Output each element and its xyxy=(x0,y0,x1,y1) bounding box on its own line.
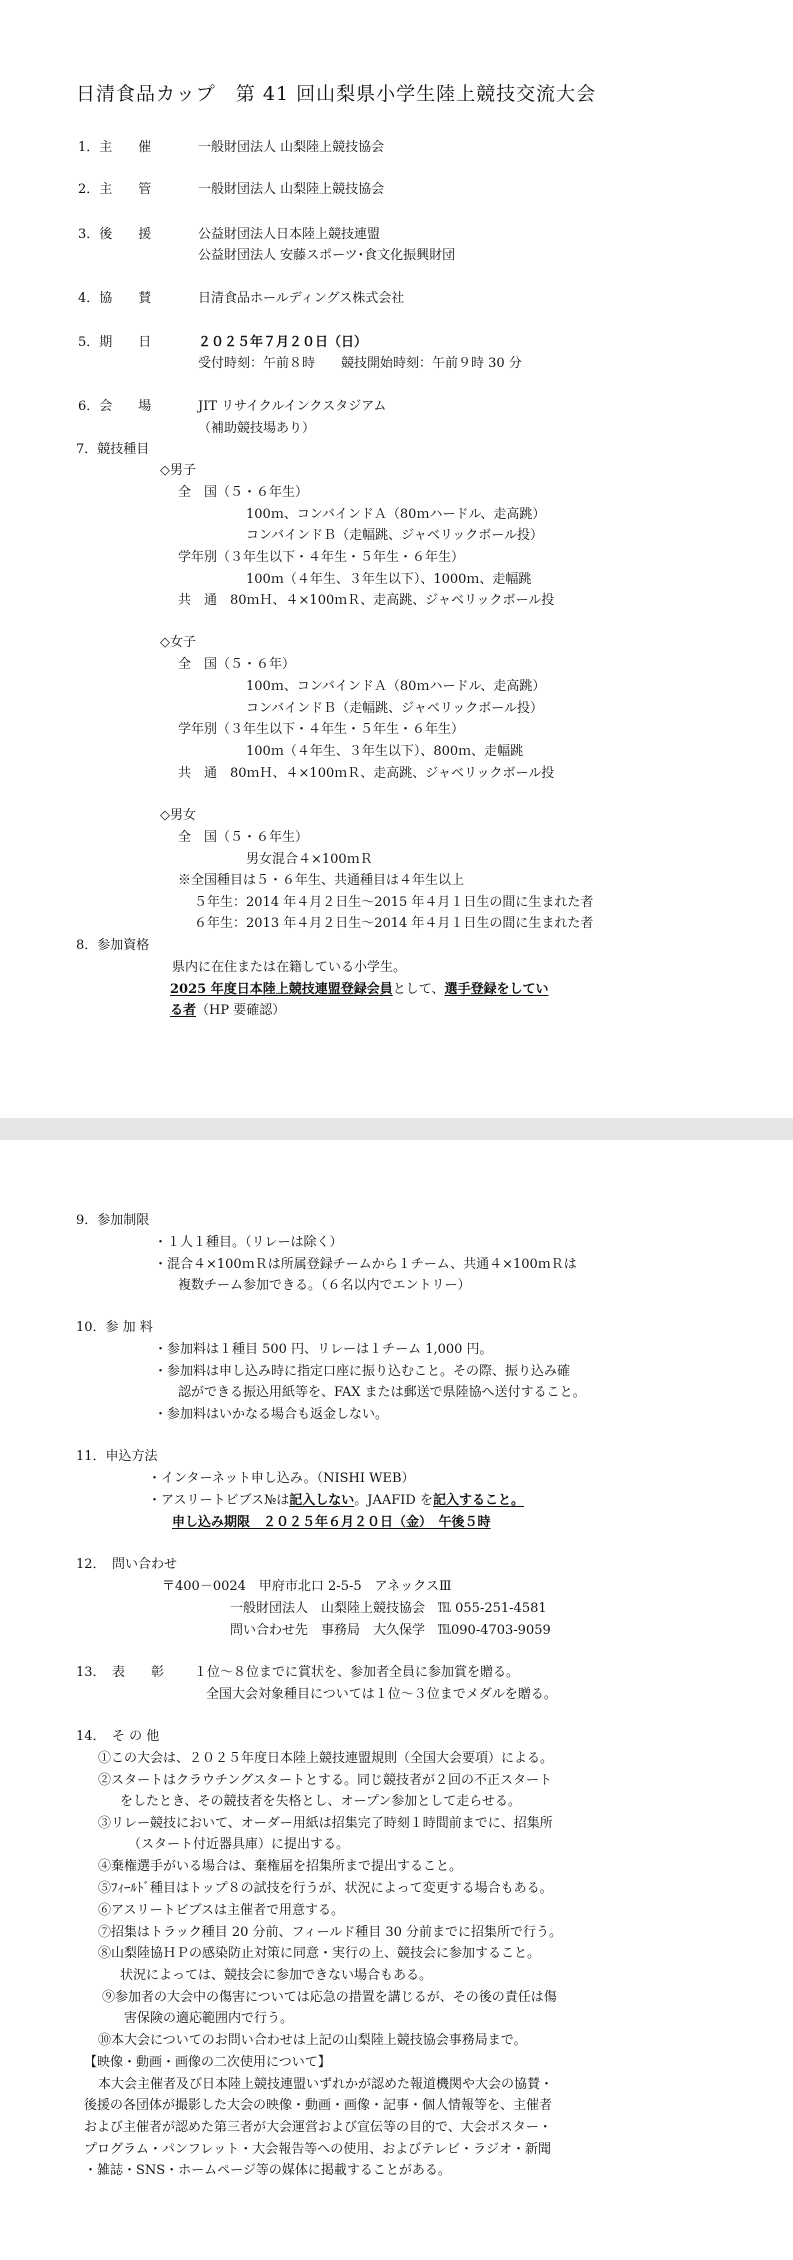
media-heading: 【映像・動画・画像の二次使用について】 xyxy=(84,2055,331,2070)
girls-heading: ◇女子 xyxy=(160,635,196,650)
organization-phone: 一般財団法人 山梨陸上競技協会 ℡ 055-251-4581 xyxy=(230,1601,547,1616)
event-times: 受付時刻：午前８時 競技開始時刻：午前９時 30 分 xyxy=(198,356,522,371)
other-item: ⑩本大会についてのお問い合わせは上記の山梨陸上競技協会事務局まで。 xyxy=(98,2033,527,2048)
section-label: 6．会 場 xyxy=(78,399,152,414)
boys-common: 共 通 80ｍＨ、４×100ｍＲ、走高跳、ジャベリックボール投 xyxy=(178,593,555,608)
application-method: ・インターネット申し込み。（NISHI WEB） xyxy=(148,1471,415,1486)
girls-national-events: コンバインドＢ（走幅跳、ジャベリックボール投） xyxy=(246,701,544,716)
registration-requirement: 2025 年度日本陸上競技連盟登録会員 xyxy=(170,982,393,997)
boys-national-events: 100ｍ、コンバインドＡ（80ｍハードル、走高跳） xyxy=(246,507,546,522)
fee-item: 認ができる振込用紙等を、FAX または郵送で県陸協へ送付すること。 xyxy=(178,1385,586,1400)
supporter: 公益財団法人 安藤スポーツ･食文化振興財団 xyxy=(198,248,456,263)
limit-item: ・混合４×100ｍＲは所属登録チームから１チーム、共通４×100ｍＲは xyxy=(154,1257,577,1272)
girls-national: 全 国（５・６年） xyxy=(178,657,296,672)
media-line: 本大会主催者及び日本陸上競技連盟いずれかが認めた報道機関や大会の協賛・ xyxy=(98,2077,554,2092)
fee-item: ・参加料は申し込み時に指定口座に振り込むこと。その際、振り込み確 xyxy=(154,1364,571,1379)
other-item: ⑦招集はトラック種目 20 分前、フィールド種目 30 分前までに招集所で行う。 xyxy=(98,1925,563,1940)
page-gap xyxy=(0,1118,793,1140)
section-label: 9．参加制限 xyxy=(76,1213,150,1228)
section-label: 4．協 賛 xyxy=(78,291,152,306)
section-label: 12． 問い合わせ xyxy=(76,1557,178,1572)
bib-instruction xyxy=(148,1492,524,1509)
manager: 一般財団法人 山梨陸上競技協会 xyxy=(198,182,385,197)
page-2 xyxy=(0,1140,793,2260)
media-line: ・雑誌・SNS・ホームページ等の媒体に掲載することがある。 xyxy=(84,2163,451,2178)
page-title: 日清食品カップ 第 41 回山梨県小学生陸上競技交流大会 xyxy=(76,83,597,105)
bib-text: ・アスリートビブス№は xyxy=(148,1493,290,1508)
other-item: 害保険の適応範囲内で行う。 xyxy=(124,2011,294,2026)
girls-grade: 学年別（３年生以下・４年生・５年生・６年生） xyxy=(178,722,465,737)
other-item: ④棄権選手がいる場合は、棄権届を招集所まで提出すること。 xyxy=(98,1859,463,1874)
qualification-registration-cont xyxy=(170,1002,285,1019)
section-label: 2．主 管 xyxy=(78,182,152,197)
girls-grade-events: 100ｍ（４年生、３年生以下）、800ｍ、走幅跳 xyxy=(246,744,524,759)
hp-note: （HP 要確認） xyxy=(196,1003,286,1018)
athlete-registration: 選手登録をしてい xyxy=(444,982,549,997)
connector-text: として、 xyxy=(392,982,445,997)
qualification: 県内に在住または在籍している小学生。 xyxy=(172,960,407,975)
grade5-note: ５年生：2014 年４月２日生～2015 年４月１日生の間に生まれた者 xyxy=(194,895,594,910)
mixed-national: 全 国（５・６年生） xyxy=(178,830,309,845)
supporter: 公益財団法人日本陸上競技連盟 xyxy=(198,227,381,242)
limit-item: ・１人１種目。（リレーは除く） xyxy=(154,1235,343,1250)
other-item: 状況によっては、競技会に参加できない場合もある。 xyxy=(120,1968,433,1983)
venue-note: （補助競技場あり） xyxy=(198,421,316,436)
venue: JIT リサイクルインクスタジアム xyxy=(198,399,387,414)
organizer: 一般財団法人 山梨陸上競技協会 xyxy=(198,140,385,155)
award-line: １位～８位までに賞状を、参加者全員に参加賞を贈る。 xyxy=(194,1665,520,1680)
other-item: ⑧山梨陸協ＨＰの感染防止対策に同意・実行の上、競技会に参加すること。 xyxy=(98,1946,541,1961)
media-line: プログラム・パンフレット・大会報告等への使用、およびテレビ・ラジオ・新聞 xyxy=(84,2142,551,2157)
application-deadline: 申し込み期限 ２０２５年６月２０日（金） 午後５時 xyxy=(172,1515,491,1530)
girls-national-events: 100ｍ、コンバインドＡ（80ｍハードル、走高跳） xyxy=(246,679,546,694)
other-item: ②スタートはクラウチングスタートとする。同じ競技者が２回の不正スタート xyxy=(98,1773,552,1788)
athlete-registration-cont: る者 xyxy=(170,1003,197,1018)
media-line: および主催者が認めた第三者が大会運営および宣伝等の目的で、大会ポスター・ xyxy=(84,2120,552,2135)
boys-grade-events: 100ｍ（４年生、３年生以下）、1000ｍ、走幅跳 xyxy=(246,572,532,587)
section-label: 8．参加資格 xyxy=(76,938,150,953)
bib-no-entry: 記入しない xyxy=(289,1493,355,1508)
address: 〒400－0024 甲府市北口 2-5-5 アネックスⅢ xyxy=(162,1579,452,1594)
award-line: 全国大会対象種目については１位～３位までメダルを贈る。 xyxy=(206,1687,557,1702)
jaafid-entry: 記入すること。 xyxy=(432,1493,524,1508)
event-date: ２０２５年７月２０日（日） xyxy=(198,335,368,350)
other-item: ⑥アスリートビブスは主催者で用意する。 xyxy=(98,1903,344,1918)
qualification-registration xyxy=(170,981,548,998)
section-label: 7．競技種目 xyxy=(76,442,150,457)
other-item: （スタート付近器具庫）に提出する。 xyxy=(128,1837,350,1852)
other-item: ⑨参加者の大会中の傷害については応急の措置を講じるが、その後の責任は傷 xyxy=(102,1990,557,2005)
section-label: 13． 表 彰 xyxy=(76,1665,165,1680)
other-item: をしたとき、その競技者を失格とし、オープン参加として走らせる。 xyxy=(120,1794,521,1809)
section-label: 14． そ の 他 xyxy=(76,1729,160,1744)
section-label: 5．期 日 xyxy=(78,335,152,350)
limit-item: 複数チーム参加できる。（６名以内でエントリー） xyxy=(178,1278,471,1293)
mixed-events: 男女混合４×100ｍＲ xyxy=(246,852,373,867)
boys-heading: ◇男子 xyxy=(160,463,196,478)
boys-national: 全 国（５・６年生） xyxy=(178,485,309,500)
media-line: 後援の各団体が撮影した大会の映像・動画・画像・記事・個人情報等を、主催者 xyxy=(84,2098,553,2113)
fee-item: ・参加料は１種目 500 円、リレーは１チーム 1,000 円。 xyxy=(154,1342,493,1357)
boys-national-events: コンバインドＢ（走幅跳、ジャベリックボール投） xyxy=(246,528,544,543)
other-item: ③リレー競技において、オーダー用紙は招集完了時刻１時間前までに、招集所 xyxy=(98,1816,553,1831)
jaafid-text: 。JAAFID を xyxy=(354,1493,433,1508)
sponsor: 日清食品ホールディングス株式会社 xyxy=(198,291,405,306)
boys-grade: 学年別（３年生以下・４年生・５年生・６年生） xyxy=(178,550,465,565)
grade6-note: ６年生：2013 年４月２日生～2014 年４月１日生の間に生まれた者 xyxy=(194,916,594,931)
page-1 xyxy=(0,0,793,1118)
girls-common: 共 通 80ｍＨ、４×100ｍＲ、走高跳、ジャベリックボール投 xyxy=(178,766,555,781)
contact-phone: 問い合わせ先 事務局 大久保学 ℡090-4703-9059 xyxy=(230,1623,551,1638)
section-label: 10．参 加 料 xyxy=(76,1320,153,1335)
other-item: ⑤ﾌｨｰﾙﾄﾞ種目はトップ８の試技を行うが、状況によって変更する場合もある。 xyxy=(98,1881,553,1896)
other-item: ①この大会は、２０２５年度日本陸上競技連盟規則（全国大会要項）による。 xyxy=(98,1751,554,1766)
section-label: 3．後 援 xyxy=(78,227,152,242)
section-label: 11．申込方法 xyxy=(76,1449,158,1464)
eligibility-note: ※全国種目は５・６年生、共通種目は４年生以上 xyxy=(178,873,465,888)
mixed-heading: ◇男女 xyxy=(160,808,196,823)
section-label: 1．主 催 xyxy=(78,140,152,155)
fee-item: ・参加料はいかなる場合も返金しない。 xyxy=(154,1407,389,1422)
